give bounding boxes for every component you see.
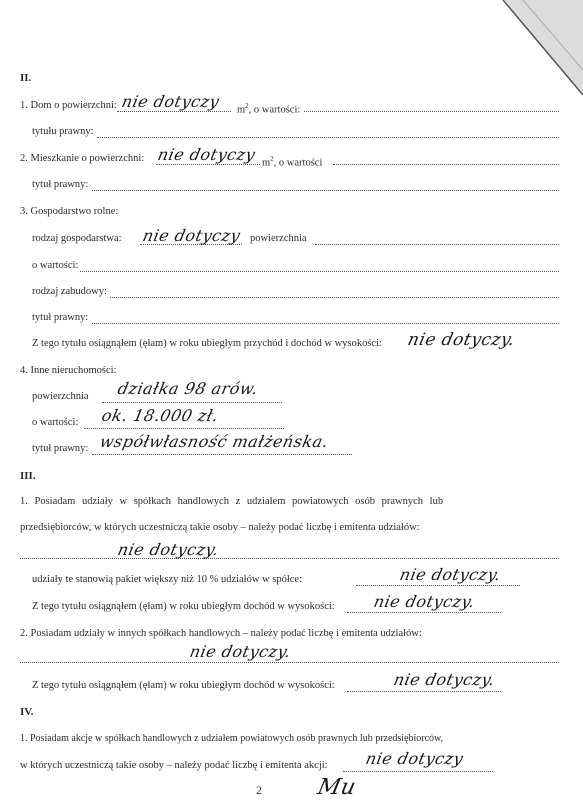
dom-tytul-label: tytułu prawny:: [32, 126, 94, 137]
section-ii-heading: II.: [20, 72, 32, 84]
gosp-wartosc-label: o wartości:: [32, 260, 79, 271]
iii-p1-line2: przedsiębiorców, w których uczestniczą takie osoby – należy podać liczbę i emitenta udziałów:: [20, 522, 420, 533]
iv-p1-line: [343, 771, 493, 772]
iii-p1-handwritten: nie dotyczy.: [115, 540, 221, 559]
iii-pakiet-label: udziały te stanowią pakiet większy niż 10 % udziałów w spółce:: [32, 574, 303, 585]
gosp-rodzaj-handwritten: nie dotyczy: [140, 226, 243, 245]
folded-corner: [463, 0, 583, 120]
iii-p2-handwritten: nie dotyczy.: [187, 642, 293, 661]
dom-value-line: [304, 111, 559, 112]
iii-p2-dochod-handwritten: nie dotyczy.: [391, 670, 497, 689]
gosp-wartosc-line: [80, 271, 559, 272]
inne-wartosc-label: o wartości:: [32, 417, 79, 428]
iii-p2-line: 2. Posiadam udziały w innych spółkach handlowych – należy podać liczbę i emitenta udziałów:: [20, 628, 422, 639]
iii-pakiet-line: [356, 585, 520, 586]
gosp-pow-line: [315, 244, 559, 245]
signature: Mu: [315, 775, 359, 800]
gosp-dochod-handwritten: nie dotyczy.: [405, 330, 517, 350]
iii-p2-dochod-label: Z tego tytułu osiągnąłem (ęłam) w roku ubiegłym dochód w wysokości:: [32, 680, 335, 691]
inne-wartosc-line: [84, 428, 284, 429]
iv-p1-line2: w których uczestniczą takie osoby – należy podać liczbę i emitenta akcji:: [20, 760, 328, 771]
inne-pow-handwritten: działka 98 arów.: [115, 379, 261, 398]
iii-pakiet-handwritten: nie dotyczy.: [397, 565, 503, 584]
iii-p1-dochod-handwritten: nie dotyczy.: [371, 592, 477, 611]
iii-p1-dochod-label: Z tego tytułu osiągnąłem (ęłam) w roku ubiegłym dochód w wysokości:: [32, 601, 335, 612]
gosp-rodzaj-label: rodzaj gospodarstwa:: [32, 233, 122, 244]
iii-p2-answer-line: [20, 662, 559, 663]
mieszkanie-value-line: [333, 164, 559, 165]
section-iv-heading: IV.: [20, 706, 34, 718]
dom-label: 1. Dom o powierzchni:: [20, 100, 117, 111]
iii-p1-line1: 1. Posiadam udziały w spółkach handlowych z udziałem powiatowych osób prawnych lub: [20, 496, 444, 507]
iii-p1-dochod-line: [347, 612, 501, 613]
iv-p1-line1: 1. Posiadam akcje w spółkach handlowych z udziałem powiatowych osób prawnych lub przedsiębiorców,: [20, 733, 444, 744]
gosp-dochod-label: Z tego tytułu osiągnąłem (ęłam) w roku ubiegłym przychód i dochód w wysokości:: [32, 338, 382, 349]
gospodarstwo-label: 3. Gospodarstwo rolne:: [20, 206, 119, 217]
inne-pow-label: powierzchnia: [32, 391, 89, 402]
dom-area-handwritten: nie dotyczy: [119, 92, 222, 111]
inne-tytul-handwritten: współwłasność małżeńska.: [97, 432, 331, 451]
mieszkanie-unit: $m^2$, o wartości: [262, 155, 323, 169]
section-iii-heading: III.: [20, 470, 36, 482]
mieszkanie-area-line: [156, 164, 260, 165]
gosp-tytul-label: tytuł prawny:: [32, 312, 89, 323]
gosp-zabudowy-label: rodzaj zabudowy:: [32, 286, 107, 297]
iii-p1-answer-line: [20, 558, 559, 559]
mieszkanie-area-handwritten: nie dotyczy: [155, 145, 258, 164]
page-number: 2: [256, 783, 262, 797]
inne-wartosc-handwritten: ok. 18.000 zł.: [99, 406, 221, 425]
gosp-zabudowy-line: [110, 297, 559, 298]
inne-tytul-label: tytuł prawny:: [32, 443, 89, 454]
mieszkanie-tytul-line: [92, 190, 559, 191]
mieszkanie-tytul-label: tytuł prawny:: [32, 179, 89, 190]
iv-p1-handwritten: nie dotyczy: [363, 749, 466, 768]
gosp-tytul-line: [92, 323, 559, 324]
dom-unit: $m^2$, o wartości:: [237, 102, 301, 116]
inne-tytul-line: [92, 454, 352, 455]
dom-area-line: [117, 111, 231, 112]
mieszkanie-label: 2. Mieszkanie o powierzchni:: [20, 153, 145, 164]
inne-pow-line: [102, 402, 282, 403]
inne-label: 4. Inne nieruchomości:: [20, 365, 117, 376]
dom-tytul-line: [97, 137, 559, 138]
iii-p2-dochod-line: [347, 691, 501, 692]
gosp-pow-label: powierzchnia: [250, 233, 307, 244]
